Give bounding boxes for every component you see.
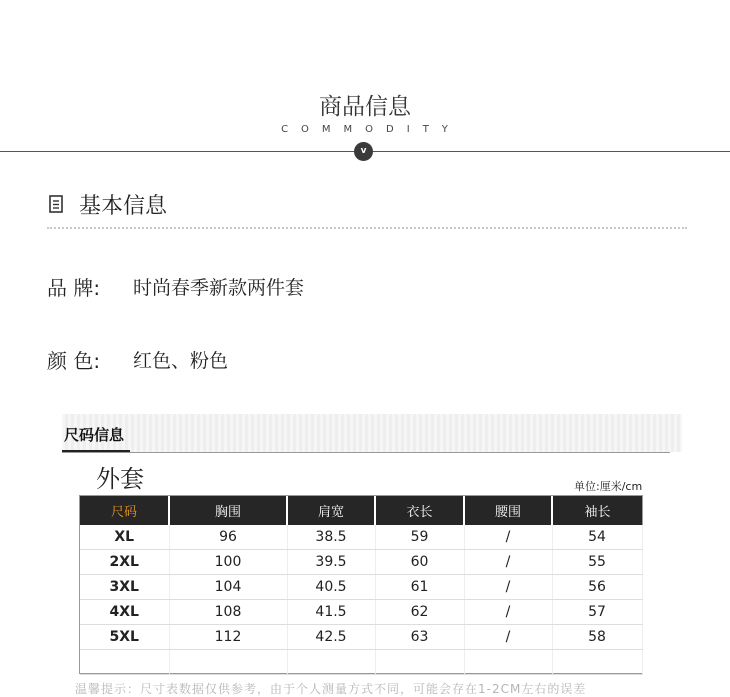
table-cell: 104 — [169, 575, 287, 600]
column-header: 腰围 — [464, 496, 552, 525]
table-cell-empty — [169, 650, 287, 675]
table-cell: 42.5 — [287, 625, 375, 650]
table-cell: / — [464, 575, 552, 600]
table-cell: 108 — [169, 600, 287, 625]
color-value: 红色、粉色 — [133, 350, 229, 372]
table-cell: / — [464, 525, 552, 550]
brand-label: 品 牌: — [47, 276, 101, 300]
table-cell: / — [464, 550, 552, 575]
color-label: 颜 色: — [47, 349, 101, 373]
table-cell: 61 — [375, 575, 464, 600]
table-cell: 60 — [375, 550, 464, 575]
column-header: 袖长 — [552, 496, 642, 525]
document-icon — [49, 195, 63, 213]
table-cell: 2XL — [80, 550, 169, 575]
column-header: 胸围 — [169, 496, 287, 525]
size-table — [80, 496, 643, 675]
table-cell: 62 — [375, 600, 464, 625]
table-cell-empty — [287, 650, 375, 675]
table-cell: 58 — [552, 625, 642, 650]
table-cell-empty — [464, 650, 552, 675]
size-header-background — [62, 414, 682, 452]
table-cell: 100 — [169, 550, 287, 575]
table-cell: 55 — [552, 550, 642, 575]
garment-label: 外套 — [96, 465, 144, 493]
table-cell: 54 — [552, 525, 642, 550]
table-cell-empty — [80, 650, 169, 675]
footnote: 温馨提示：尺寸表数据仅供参考，由于个人测量方式不同，可能会存在1-2CM左右的误差 — [75, 682, 587, 696]
dotted-divider — [47, 227, 687, 229]
table-cell: 41.5 — [287, 600, 375, 625]
table-cell: 112 — [169, 625, 287, 650]
table-row — [80, 575, 642, 600]
size-section-title: 尺码信息 — [64, 426, 125, 444]
table-cell: XL — [80, 525, 169, 550]
table-cell: 57 — [552, 600, 642, 625]
chevron-down-icon: v — [354, 142, 373, 161]
unit-label: 单位:厘米/cm — [574, 480, 643, 493]
size-table-container — [79, 495, 643, 674]
table-cell: 63 — [375, 625, 464, 650]
column-header: 肩宽 — [287, 496, 375, 525]
table-cell: 5XL — [80, 625, 169, 650]
table-cell: 38.5 — [287, 525, 375, 550]
table-header-row — [80, 496, 642, 525]
table-row — [80, 550, 642, 575]
column-header: 衣长 — [375, 496, 464, 525]
size-divider — [62, 452, 670, 453]
table-row-empty — [80, 650, 642, 675]
table-row — [80, 525, 642, 550]
section-title: 基本信息 — [79, 194, 168, 219]
table-cell-empty — [552, 650, 642, 675]
table-row — [80, 600, 642, 625]
table-row — [80, 625, 642, 650]
table-cell: 59 — [375, 525, 464, 550]
table-cell: 4XL — [80, 600, 169, 625]
table-cell: 39.5 — [287, 550, 375, 575]
table-cell: 40.5 — [287, 575, 375, 600]
page-subtitle: COMMODITY — [281, 124, 461, 135]
column-header: 尺码 — [80, 496, 169, 525]
table-cell: 56 — [552, 575, 642, 600]
table-cell: / — [464, 600, 552, 625]
table-cell: 96 — [169, 525, 287, 550]
table-cell: / — [464, 625, 552, 650]
page-title: 商品信息 — [319, 94, 411, 120]
brand-value: 时尚春季新款两件套 — [133, 277, 305, 299]
table-cell-empty — [375, 650, 464, 675]
table-cell: 3XL — [80, 575, 169, 600]
